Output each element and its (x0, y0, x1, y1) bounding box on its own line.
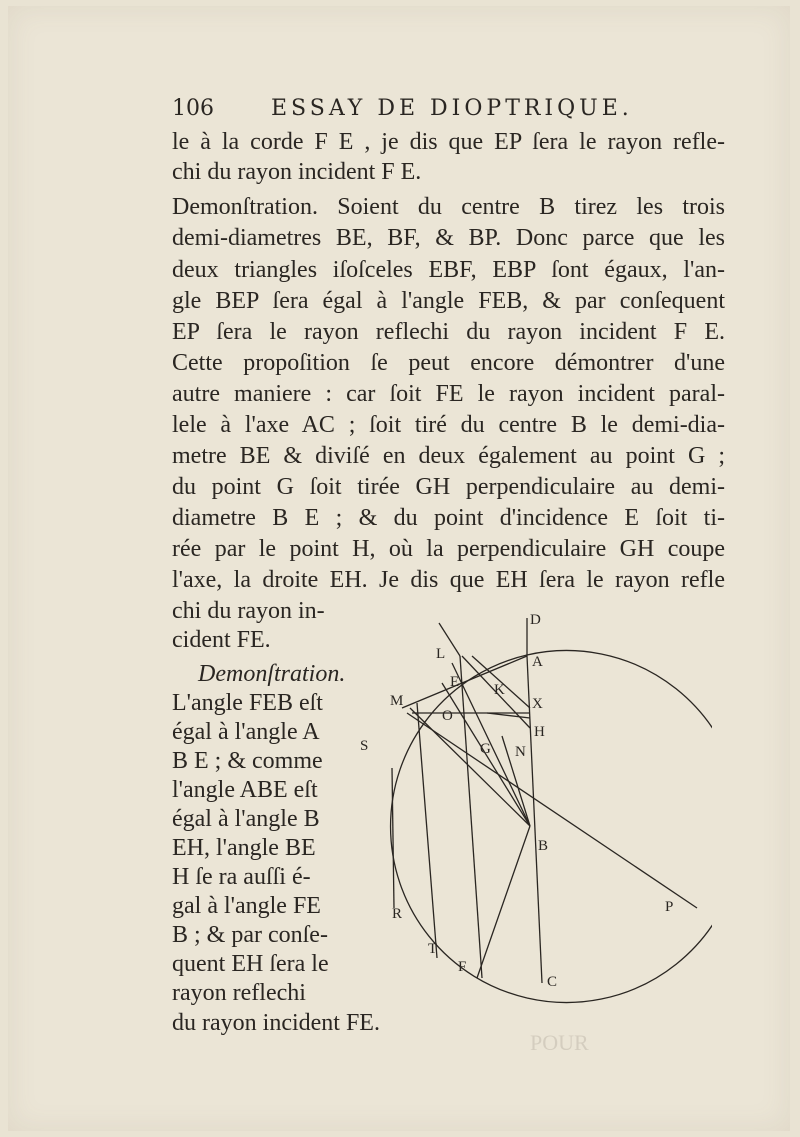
text-line: L'angle FEB eſt (172, 690, 323, 716)
label-x: X (532, 696, 543, 712)
text-line: rayon reflechi (172, 980, 306, 1006)
text-line: cident FE. (172, 627, 271, 653)
text-line: quent EH ſera le (172, 951, 329, 977)
text-line: diametre B E ; & du point d'incidence E ſoit ti- (172, 505, 725, 531)
text-line: deux triangles iſoſceles EBF, EBP ſont égaux, l'an- (172, 257, 725, 283)
label-s: S (360, 738, 369, 754)
label-p: P (665, 899, 674, 915)
running-header (172, 96, 732, 121)
label-d: D (530, 612, 541, 628)
label-a: A (532, 654, 543, 670)
label-c: C (547, 974, 558, 990)
label-f: F (458, 959, 467, 975)
text-line: l'angle ABE eſt (172, 777, 318, 803)
text-line: H ſe ra auſſi é- (172, 864, 311, 890)
line-t (417, 703, 437, 958)
text-line: chi du rayon incident F E. (172, 159, 422, 185)
text-line: l'axe, la droite EH. Je dis que EH ſera le rayon refle (172, 567, 725, 593)
label-k: K (494, 682, 505, 698)
text-line: du point G ſoit tirée GH perpendiculaire au demi- (172, 474, 725, 500)
label-n: N (515, 744, 526, 760)
label-t: T (428, 941, 438, 957)
line-r (392, 768, 394, 908)
text-line: gle BEP ſera égal à l'angle FEB, & par conſequent (172, 288, 725, 314)
line-m (402, 656, 527, 708)
mirror-arc-left (391, 655, 527, 998)
label-o: O (442, 708, 453, 724)
label-l: L (436, 646, 446, 662)
text-line: le à la corde F E , je dis que EP ſera le rayon refle- (172, 129, 725, 155)
line-f (460, 656, 482, 978)
text-line: gal à l'angle FE (172, 893, 321, 919)
show-through-text: POUR (530, 1030, 589, 1055)
label-m: M (390, 693, 404, 709)
text-line: B E ; & comme (172, 748, 323, 774)
text-line: demi-diametres BE, BF, & BP. Donc parce que les (172, 225, 725, 251)
label-g: G (480, 741, 491, 757)
text-line: EP ſera le rayon reflechi du rayon incident F E. (172, 319, 725, 345)
mirror-arc (527, 651, 712, 1003)
text-line: égal à l'angle A (172, 719, 320, 745)
reflection-diagram (352, 608, 712, 1008)
page-number: 106 (172, 96, 214, 121)
text-line: rée par le point H, où la perpendiculaire GH coupe (172, 536, 725, 562)
label-h: H (534, 724, 545, 740)
text-line: metre BE & diviſé en deux également au point G ; (172, 443, 725, 469)
running-title: ESSAY DE DIOPTRIQUE. (271, 96, 633, 121)
text-line: autre maniere : car ſoit FE le rayon incident paral- (172, 381, 725, 407)
text-line: Demonſtration. Soient du centre B tirez les trois (172, 194, 725, 220)
line-b-f (477, 826, 530, 978)
label-b: B (538, 838, 549, 854)
text-line: B ; & par conſe- (172, 922, 328, 948)
label-e: E (450, 674, 460, 690)
label-r: R (392, 906, 403, 922)
geometric-figure (352, 608, 712, 1008)
line-s-p (407, 713, 697, 908)
text-line-italic: Demonſtration. (198, 661, 346, 687)
line-g-h (487, 713, 530, 718)
text-line: du rayon incident FE. (172, 1010, 380, 1036)
text-line: Cette propoſition ſe peut encore démontrer d'une (172, 350, 725, 376)
text-line: EH, l'angle BE (172, 835, 316, 861)
text-line: égal à l'angle B (172, 806, 320, 832)
text-line: lele à l'axe AC ; ſoit tiré du centre B le demi-dia- (172, 412, 725, 438)
text-line: chi du rayon in- (172, 598, 325, 624)
